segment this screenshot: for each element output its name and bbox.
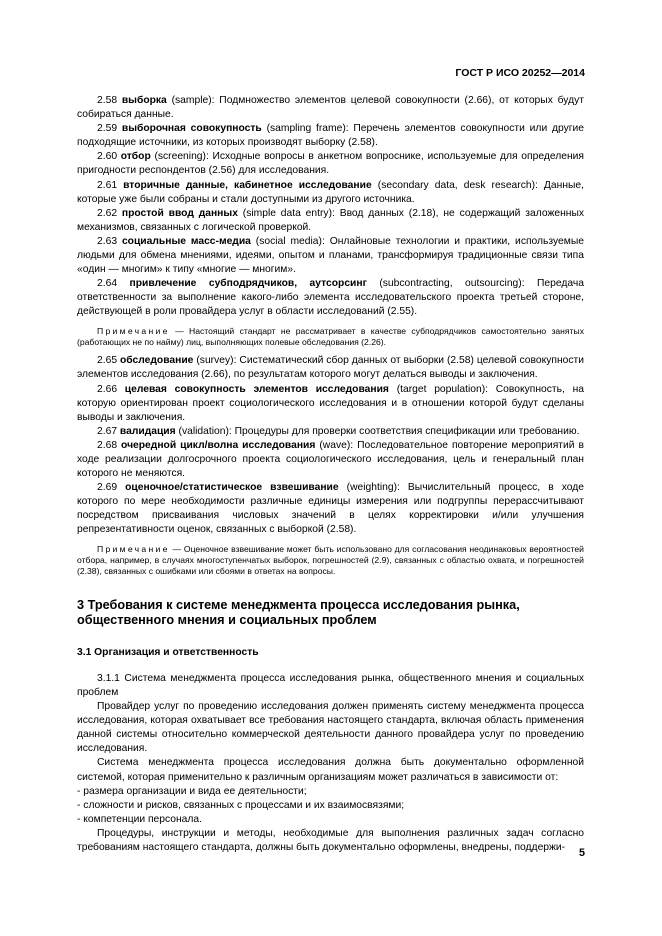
list-item: - компетенции персонала.: [77, 813, 202, 825]
definition-term: целевая совокупность элементов исследования: [124, 383, 389, 395]
definition-term: социальные масс-медиа: [121, 235, 251, 247]
definition-number: 2.67: [97, 425, 118, 437]
definitions-list-continued: [77, 354, 584, 537]
definitions-list: [77, 94, 584, 320]
definition-text: (validation): Процедуры для проверки соответствия спецификации или требованию.: [175, 425, 580, 437]
definition-entry: [77, 277, 584, 319]
note-paragraph: [77, 544, 584, 578]
definition-entry: [77, 425, 584, 439]
note-text: — Оценочное взвешивание может быть использовано для согласования неодинаковых вероятностей отбора, например, в случаях многоступенчатых выборок, погрешностей (2.9), связанных с областью охвата, и погрешностей (2.38), связанных с ошибками или сбоями в ответах на вопросы.: [77, 543, 584, 577]
section-heading: 3 Требования к системе менеджмента процесса исследования рынка, общественного мнения и социальных проблем: [77, 597, 520, 627]
definition-text: (screening): Исходные вопросы в анкетном вопроснике, используемые для определения пригодности респондентов (2.56) для исследования.: [77, 151, 584, 177]
body-paragraph: Провайдер услуг по проведению исследования должен применять систему менеджмента процесса исследования, которая охватывает все требования настоящего стандарта, включая область применения данной системы относительно коммерческой деятельности данного провайдера услуг по проведению исследования.: [77, 701, 584, 755]
definition-term: простой ввод данных: [121, 207, 238, 219]
definition-text: (secondary data, desk research): Данные, которые уже были собраны и стали доступными из другого источника.: [77, 179, 584, 205]
definition-term: выборочная совокупность: [121, 123, 262, 135]
definition-entry: [77, 383, 584, 425]
definition-entry: [77, 354, 584, 382]
definition-text: (social media): Онлайновые технологии и практики, используемые людьми для обмена мнениями, идеями, опытом и планами, трансформируя традиционные связи типа «один — многим» к типу «многие — многим».: [77, 235, 584, 276]
definition-number: 2.62: [97, 207, 118, 219]
definition-term: очередной цикл/волна исследования: [121, 439, 316, 451]
body-paragraph: Процедуры, инструкции и методы, необходимые для выполнения различных задач согласно требованиям настоящего стандарта, должны быть документально оформлены, внедрены, поддержи-: [77, 827, 584, 853]
definition-text: (weighting): Вычислительный процесс, в ходе которого по мере необходимости различные единицы измерения или подгруппы перерассчитывают посредством присваивания числовых значений в целях корректировки и/или улучшения репрезентативности оценок, связанных с выборкой (2.58).: [77, 482, 584, 536]
definition-number: 2.68: [97, 439, 118, 451]
definition-term: отбор: [120, 151, 151, 163]
definition-term: вторичные данные, кабинетное исследование: [123, 179, 372, 191]
definition-entry: [77, 122, 584, 150]
definition-entry: [77, 150, 584, 178]
definition-entry: [77, 207, 584, 235]
definition-number: 2.69: [97, 482, 118, 494]
definition-text: (subcontracting, outsourcing): Передача ответственности за выполнение какого-либо элемента исследовательского проекта третьей стороне, действующей в роли провайдера услуг в области исследований (2.55).: [77, 278, 584, 318]
definition-number: 2.61: [97, 179, 118, 191]
definition-text: (sampling frame): Перечень элементов совокупности или другие подходящие источники, из которых производят выборку (2.58).: [77, 123, 584, 149]
definition-term: обследование: [120, 355, 194, 367]
definition-term: выборка: [121, 95, 167, 106]
definition-number: 2.60: [97, 151, 118, 163]
body-paragraph: 3.1.1 Система менеджмента процесса исследования рынка, общественного мнения и социальных проблем: [77, 672, 584, 698]
body-paragraph: Система менеджмента процесса исследования должна быть документально оформленной системой, которая применительно к различным организациям может различаться в зависимости от:: [77, 757, 584, 783]
definition-entry: [77, 235, 584, 277]
note-label: Примечание: [97, 543, 170, 554]
subsection-heading: 3.1 Организация и ответственность: [77, 646, 259, 658]
definition-text: (wave): Последовательное повторение мероприятий в ходе реализации долгосрочного проекта социологического исследования, цель и генеральный план которого не меняются.: [77, 439, 584, 480]
note-label: Примечание: [97, 325, 170, 336]
definition-text: (sample): Подмножество элементов целевой совокупности (2.66), от которых будут собираться данные.: [77, 95, 584, 121]
definition-number: 2.66: [97, 383, 118, 395]
definition-text: (simple data entry): Ввод данных (2.18), не содержащий заложенных механизмов, связанных с логической проверкой.: [77, 207, 584, 233]
definition-entry: [77, 481, 584, 537]
definition-entry: [77, 94, 584, 122]
list-item: - размера организации и вида ее деятельности;: [77, 785, 307, 797]
definition-number: 2.59: [97, 123, 118, 135]
definition-number: 2.63: [97, 235, 118, 247]
definition-term: привлечение субподрядчиков, аутсорсинг: [129, 278, 367, 290]
definition-entry: [77, 439, 584, 481]
note-text: — Настоящий стандарт не рассматривает в качестве субподрядчиков самостоятельно занятых (работающих не по найму) лиц, выполняющих полевые обследования (2.26).: [77, 325, 584, 347]
definition-number: 2.65: [97, 355, 118, 367]
document-code-header: ГОСТ Р ИСО 20252—2014: [455, 67, 585, 79]
definition-term: валидация: [119, 425, 176, 437]
definition-entry: [77, 179, 584, 207]
definition-text: (target population): Совокупность, на которую ориентирован проект социологического исследования и в отношении которой будут сделаны выводы и заключения.: [77, 383, 584, 423]
definition-text: (survey): Систематический сбор данных от выборки (2.58) целевой совокупности элементов исследования (2.66), по результатам которого могут делаться выводы и заключения.: [77, 355, 584, 381]
note-paragraph: [77, 326, 584, 349]
definition-number: 2.64: [97, 278, 118, 290]
definition-term: оценочное/статистическое взвешивание: [125, 482, 339, 494]
page-body: [77, 94, 584, 855]
definition-number: 2.58: [97, 95, 118, 106]
page-number: 5: [578, 847, 585, 859]
list-item: - сложности и рисков, связанных с процессами и их взаимосвязями;: [77, 799, 405, 811]
